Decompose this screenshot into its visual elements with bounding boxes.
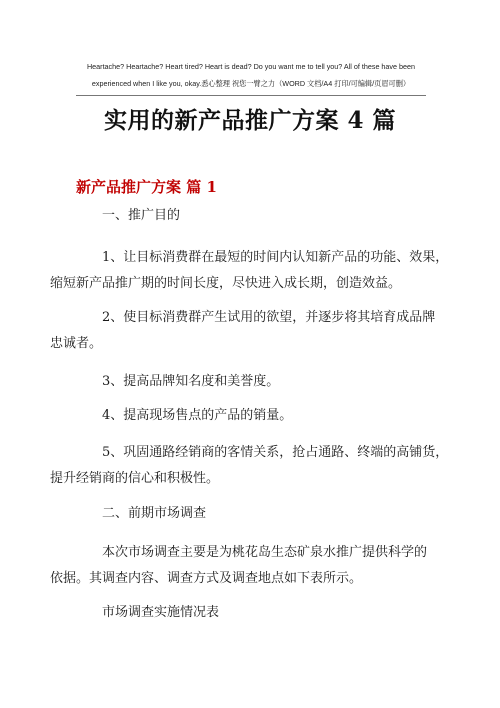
document-title: 实用的新产品推广方案 4 篇	[103, 107, 397, 134]
paragraph-4	[76, 369, 428, 395]
page-header	[76, 58, 426, 92]
paragraph-1	[76, 203, 428, 229]
paragraph-line: 缩短新产品推广期的时间长度，尽快进入成长期，创造效益。	[50, 276, 402, 291]
paragraph-2	[50, 245, 449, 297]
paragraph-line: 市场调查实施情况表	[102, 605, 220, 620]
section-heading: 新产品推广方案 篇 1	[76, 178, 217, 196]
paragraph-line: 1、让目标消费群在最短的时间内认知新产品的功能、效果，	[102, 250, 449, 265]
paragraph-line: 3、提高品牌知名度和美誉度。	[102, 374, 280, 389]
header-divider	[76, 95, 426, 96]
header-line-1: Heartache? Heartache? Heart tired? Heart is dead? Do you want me to tell you? All of these have been	[86, 62, 416, 71]
paragraph-line: 5、巩固通路经销商的客情关系，抢占通路、终端的高铺货，	[102, 445, 449, 460]
paragraph-8	[50, 540, 428, 592]
paragraph-7	[76, 501, 428, 527]
paragraph-6	[50, 440, 449, 492]
paragraph-line: 二、前期市场调查	[102, 506, 207, 521]
paragraph-line: 忠诚者。	[50, 336, 103, 351]
paragraph-3	[50, 305, 436, 357]
paragraph-line: 一、推广目的	[102, 208, 181, 223]
paragraph-line: 本次市场调查主要是为桃花岛生态矿泉水推广提供科学的	[102, 545, 428, 560]
paragraph-line: 2、使目标消费群产生试用的欲望，并逐步将其培育成品牌	[102, 310, 436, 325]
paragraph-line: 4、提高现场售点的产品的销量。	[102, 408, 293, 423]
paragraph-5	[76, 403, 428, 429]
paragraph-line: 提升经销商的信心和积极性。	[50, 471, 220, 486]
paragraph-line: 依据。其调查内容、调查方式及调查地点如下表所示。	[50, 571, 363, 586]
paragraph-9	[76, 600, 428, 626]
header-line-2: experienced when I like you, okay.悉心整理 祝您一臂之力（WORD 文档/A4 打印/可编辑/页眉可删）	[91, 79, 411, 88]
